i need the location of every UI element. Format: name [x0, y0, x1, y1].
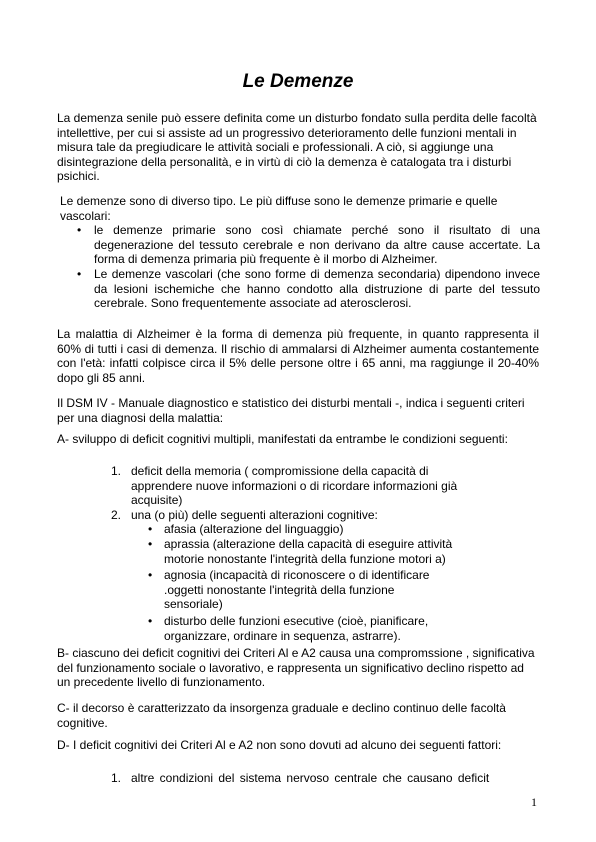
dsm-paragraph: Il DSM IV - Manuale diagnostico e statistico dei disturbi mentali -, indica i seguenti criteri per una diagnosi della malattia:: [57, 396, 525, 425]
list-item: [111, 771, 515, 786]
criterion-a-section: [111, 464, 486, 643]
types-list: [60, 223, 540, 311]
alzheimer-paragraph: La malattia di Alzheimer è la forma di demenza più frequente, in quanto rappresenta il 60% di tutti i casi di demenza. Il rischio di ammalarsi di Alzheimer aumenta costantemente con l'età: infatti colpisce circa il 5% delle persone oltre i 65 anni, ma raggiunge il 20-40% dopo gli 85 anni.: [57, 327, 539, 385]
item-text: una (o più) delle seguenti alterazioni cognitive:: [131, 507, 378, 522]
list-item: • agnosia (incapacità di riconoscere o di identificare .oggetti nonostante l'integrità della funzione sensoriale): [146, 568, 456, 612]
item-text: altre condizioni del sistema nervoso centrale che causano deficit: [131, 771, 490, 785]
types-section: [60, 194, 540, 311]
criterion-a-intro: A- sviluppo di deficit cognitivi multipli, manifestati da entrambe le condizioni seguenti:: [57, 432, 508, 446]
criterion-d-list: [111, 771, 515, 786]
list-item: [111, 464, 486, 508]
item-number: 1.: [111, 771, 122, 785]
intro-paragraph: La demenza senile può essere definita come un disturbo fondato sulla perdita delle facoltà intellettive, per cui si assiste ad un progressivo deterioramento delle funzioni mentali in misura tale da pregiudicare le attività sociali e professionali. A ciò, si aggiunge una disintegrazione della personalità, e in virtù di ciò la demenza è catalogata tra i disturbi psichici.: [57, 111, 537, 184]
list-item: • Le demenze vascolari (che sono forme di demenza secondaria) dipendono invece da lesioni ischemiche che hanno condotto alla distruzione di parte del tessuto cerebrale. Sono frequentemente associate ad aterosclerosi.: [60, 267, 540, 311]
item-number: 1.: [111, 464, 122, 478]
criterion-c-paragraph: C- il decorso è caratterizzato da insorgenza graduale e declino continuo delle facoltà cognitive.: [57, 701, 506, 730]
types-intro: Le demenze sono di diverso tipo. Le più diffuse sono le demenze primarie e quelle vascolari:: [60, 194, 498, 223]
criterion-b-paragraph: B- ciascuno dei deficit cognitivi dei Criteri Al e A2 causa una compromssione , significativa del funzionamento sociale o lavorativo, e rappresenta un significativo declino rispetto ad un precedente livello di funzionamento.: [57, 646, 535, 690]
list-item: • afasia (alterazione del linguaggio): [146, 522, 456, 537]
list-item: • le demenze primarie sono così chiamate perché sono il risultato di una degenerazione del tessuto cerebrale e non derivano da altre cause accertate. La forma di demenza primaria più frequente è il morbo di Alzheimer.: [60, 223, 540, 267]
criterion-d-intro: D- I deficit cognitivi dei Criteri Al e A2 non sono dovuti ad alcuno dei seguenti fattori:: [57, 738, 502, 752]
item-text: deficit della memoria ( compromissione della capacità di apprendere nuove informazioni o di ricordare informazioni già acquisite): [131, 464, 458, 508]
item-number: 2.: [111, 507, 122, 522]
criterion-d-section: [111, 771, 515, 786]
list-item: • disturbo delle funzioni esecutive (cioè, pianificare, organizzare, ordinare in sequenza, astrarre).: [146, 614, 456, 643]
page-number: 1: [531, 795, 537, 809]
criterion-a-list: [111, 464, 486, 522]
cognitive-alterations-list: [146, 522, 456, 643]
list-item: • aprassia (alterazione della capacità di eseguire attività motorie nonostante l'integrità della funzione motori a): [146, 537, 456, 566]
page-title: Le Demenze: [242, 71, 354, 92]
list-item: [111, 508, 486, 523]
